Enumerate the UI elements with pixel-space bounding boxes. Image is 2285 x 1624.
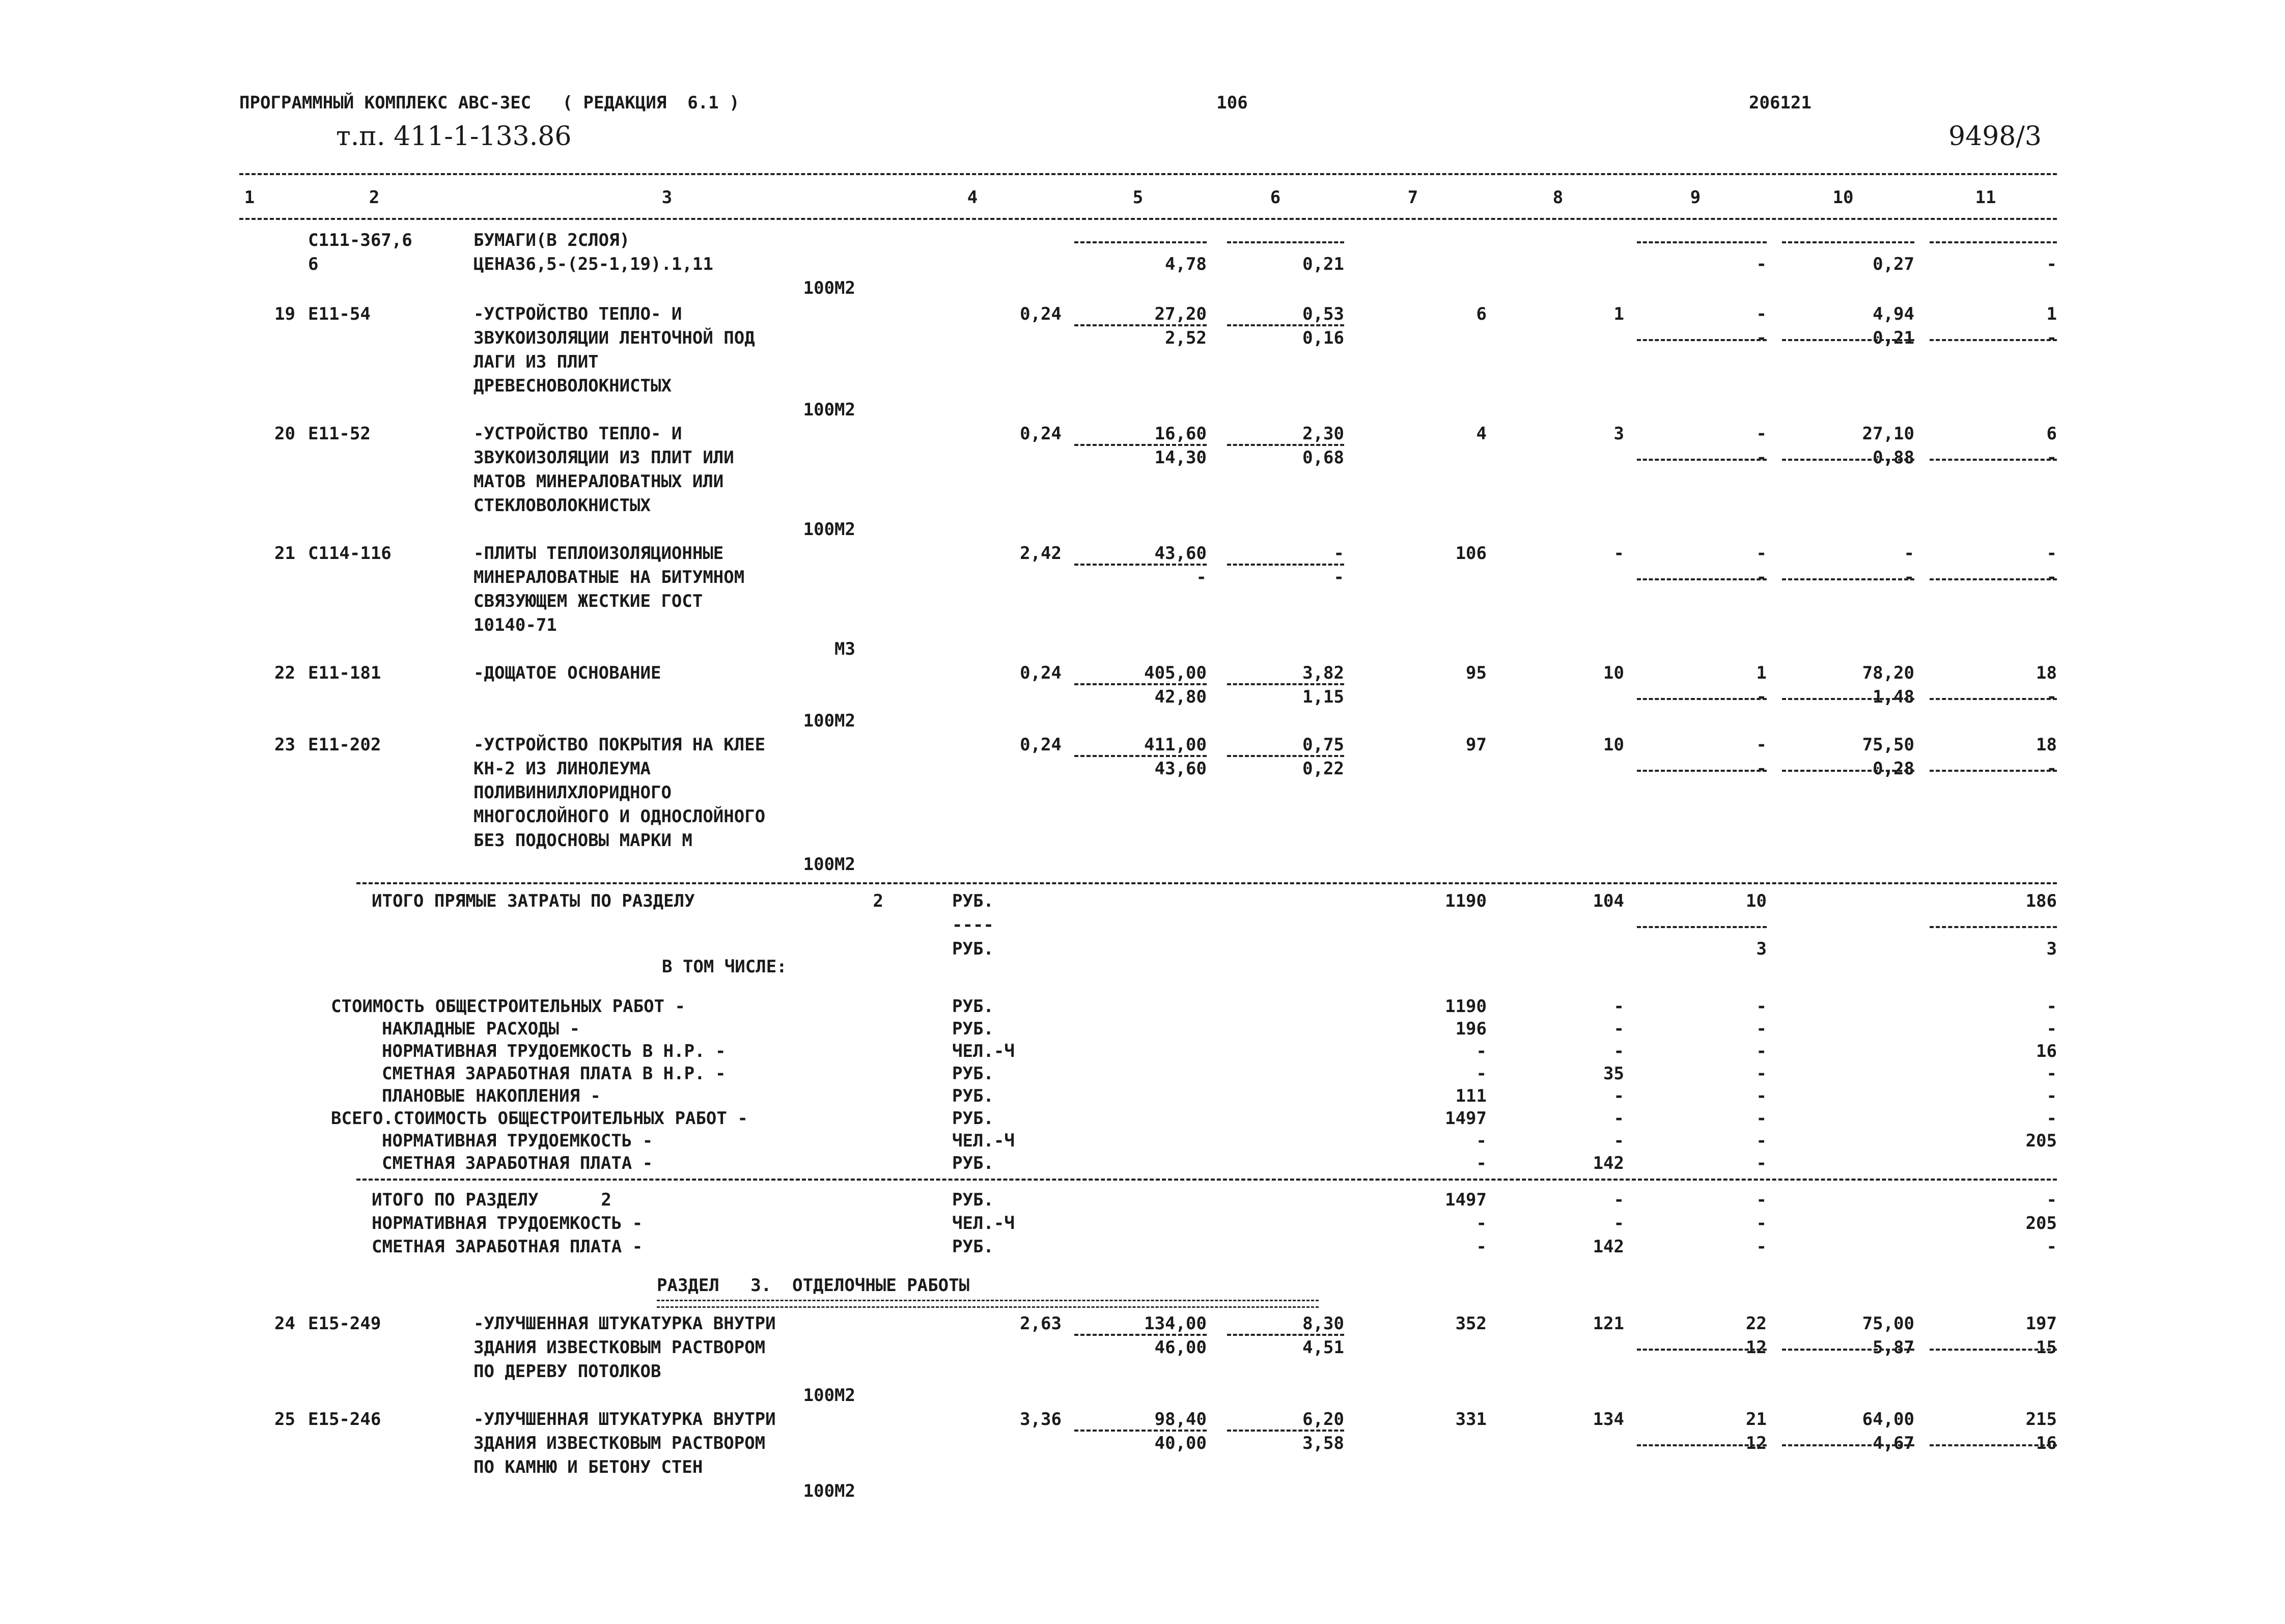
estimate-row-c6: - (1333, 567, 1344, 587)
estimate-row-c11: - (2046, 447, 2057, 468)
quantity: 0,24 (1020, 735, 1062, 755)
estimate-row-c10: 64,00 (1862, 1409, 1914, 1430)
estimate-row-c11: - (2046, 759, 2057, 779)
machine-labor: 0,21 (1302, 254, 1344, 274)
estimate-row-c6: 0,53 (1302, 304, 1344, 324)
dashed-rule (1074, 324, 1207, 326)
column-header: 1 (244, 187, 255, 208)
dashed-rule (1227, 241, 1344, 243)
dashed-rule (1782, 339, 1914, 341)
direct-cost-machine: 104 (1593, 891, 1624, 911)
item-description: ЗДАНИЯ ИЗВЕСТКОВЫМ РАСТВОРОМ (473, 1433, 766, 1453)
section-total-unit: РУБ. (952, 1190, 994, 1210)
estimate-row-c11: - (2046, 543, 2057, 564)
estimate-row-c9: - (1756, 687, 1767, 707)
header-bottom-rule (239, 218, 2057, 220)
estimate-row-c10: 4,94 (1873, 304, 1914, 324)
estimate-row-c8: 3 (1613, 424, 1624, 444)
estimate-row-c10: 0,21 (1873, 328, 1914, 348)
item-description: -УСТРОЙСТВО ТЕПЛО- И (473, 304, 682, 324)
dashed-rule (1227, 564, 1344, 566)
breakdown-label: ПЛАНОВЫЕ НАКОПЛЕНИЯ - (382, 1086, 601, 1106)
estimate-row-c9: 12 (1746, 1433, 1767, 1453)
dashed-rule (1074, 755, 1207, 757)
item-description: БЕЗ ПОДОСНОВЫ МАРКИ М (473, 830, 692, 851)
breakdown-total: 111 (1455, 1086, 1487, 1106)
estimate-row-c11: - (2046, 328, 2057, 348)
breakdown-label: ВСЕГО.СТОИМОСТЬ ОБЩЕСТРОИТЕЛЬНЫХ РАБОТ - (331, 1108, 748, 1129)
estimate-row-c6: - (1333, 543, 1344, 564)
dashed-rule (1074, 241, 1207, 243)
breakdown-labor: - (1756, 1153, 1767, 1173)
dashed-rule (1782, 1349, 1914, 1351)
unit-of-measure: 100М2 (803, 519, 855, 540)
including-label: В ТОМ ЧИСЛЕ: (662, 957, 787, 977)
dashed-rule (1074, 1334, 1207, 1336)
estimate-row-c9: 12 (1746, 1337, 1767, 1358)
currency-unit: РУБ. (952, 939, 994, 959)
estimate-row-c11: 197 (2025, 1313, 2057, 1334)
dashed-rule (1930, 698, 2057, 700)
dashed-rule (1637, 698, 1767, 700)
estimate-row-c8: 1 (1613, 304, 1624, 324)
estimate-row-c7: 95 (1466, 663, 1487, 683)
dashed-rule (1227, 444, 1344, 446)
breakdown-labor: - (1756, 1063, 1767, 1084)
estimate-row-c6: 8,30 (1302, 1313, 1344, 1334)
item-description: КН-2 ИЗ ЛИНОЛЕУМА (473, 759, 651, 779)
section-total-total-labor: 205 (2025, 1213, 2057, 1234)
item-description: -УЛУЧШЕННАЯ ШТУКАТУРКА ВНУТРИ (473, 1313, 776, 1334)
section-total-value: 1497 (1445, 1190, 1487, 1210)
estimate-row-c9: 21 (1746, 1409, 1767, 1430)
section-total-unit: РУБ. (952, 1237, 994, 1257)
estimate-row-c10: - (1904, 543, 1914, 564)
dashed-rule (1782, 698, 1914, 700)
estimate-row-c9: - (1756, 543, 1767, 564)
item-description: МАТОВ МИНЕРАЛОВАТНЫХ ИЛИ (473, 471, 724, 492)
section-number: 2 (873, 891, 883, 911)
sheet-number: 9498/3 (1948, 121, 2042, 152)
item-description: -УЛУЧШЕННАЯ ШТУКАТУРКА ВНУТРИ (473, 1409, 776, 1430)
estimate-row-c10: 0,28 (1873, 759, 1914, 779)
breakdown-total: - (1476, 1131, 1487, 1151)
item-description: -ПЛИТЫ ТЕПЛОИЗОЛЯЦИОННЫЕ (473, 543, 724, 564)
breakdown-labor: - (1756, 1019, 1767, 1039)
section-title: РАЗДЕЛ 3. ОТДЕЛОЧНЫЕ РАБОТЫ (657, 1275, 970, 1296)
unit-of-measure: М3 (834, 639, 855, 659)
estimate-row-c6: 6,20 (1302, 1409, 1344, 1430)
estimate-row-c11: 18 (2036, 735, 2057, 755)
direct-cost-total-labor: 3 (2046, 939, 2057, 959)
estimate-row-c9: 22 (1746, 1313, 1767, 1334)
section-total-machine: - (1613, 1190, 1624, 1210)
dashed-rule (1074, 683, 1207, 685)
estimate-row-c11: 215 (2025, 1409, 2057, 1430)
quantity: 3,36 (1020, 1409, 1062, 1430)
breakdown-total-labor: - (2046, 1108, 2057, 1129)
item-description: СТЕКЛОВОЛОКНИСТЫХ (473, 495, 651, 516)
item-code: Е15-246 (308, 1409, 381, 1430)
estimate-row-c8: 10 (1603, 735, 1624, 755)
estimate-row-c6: 4,51 (1302, 1337, 1344, 1358)
estimate-row-c8: 134 (1593, 1409, 1624, 1430)
section-title-underline (657, 1300, 1319, 1308)
dashed-rule (1227, 324, 1344, 326)
estimate-row-c9: - (1756, 759, 1767, 779)
breakdown-label: НОРМАТИВНАЯ ТРУДОЕМКОСТЬ - (382, 1131, 653, 1151)
total-labor: - (1756, 254, 1767, 274)
section-total-machine: 142 (1593, 1237, 1624, 1257)
quantity: 0,24 (1020, 663, 1062, 683)
estimate-row-c9: 1 (1756, 663, 1767, 683)
breakdown-machine: 35 (1603, 1063, 1624, 1084)
estimate-row-c11: 6 (2046, 424, 2057, 444)
unit-of-measure: 100М2 (803, 1385, 855, 1406)
estimate-row-c11: - (2046, 567, 2057, 587)
section-total-label: СМЕТНАЯ ЗАРАБОТНАЯ ПЛАТА - (372, 1237, 643, 1257)
estimate-row-c7: 6 (1476, 304, 1487, 324)
breakdown-total: - (1476, 1041, 1487, 1061)
dashed-rule (1930, 241, 2057, 243)
estimate-row-c9: - (1756, 304, 1767, 324)
breakdown-unit: РУБ. (952, 1086, 994, 1106)
quantity: 2,63 (1020, 1313, 1062, 1334)
dashed-rule (1782, 578, 1914, 580)
breakdown-total: 1190 (1445, 996, 1487, 1017)
section-total-label: НОРМАТИВНАЯ ТРУДОЕМКОСТЬ - (372, 1213, 643, 1234)
section-total-label: ИТОГО ПО РАЗДЕЛУ 2 (372, 1190, 611, 1210)
item-code: Е15-249 (308, 1313, 381, 1334)
breakdown-total: 1497 (1445, 1108, 1487, 1129)
item-number: 22 (274, 663, 295, 683)
section-total-labor: - (1756, 1190, 1767, 1210)
item-code: 6 (308, 254, 319, 274)
breakdown-labor: - (1756, 1041, 1767, 1061)
breakdown-total-labor: 205 (2025, 1131, 2057, 1151)
unit-of-measure: 100М2 (803, 400, 855, 420)
breakdown-machine: 142 (1593, 1153, 1624, 1173)
direct-cost-labor: 10 (1746, 891, 1767, 911)
section-total-machine: - (1613, 1213, 1624, 1234)
unit-separator: ---- (952, 915, 994, 935)
breakdown-machine: - (1613, 1041, 1624, 1061)
dashed-rule (1930, 459, 2057, 461)
dashed-rule (1227, 1430, 1344, 1432)
dashed-rule (1930, 339, 2057, 341)
section-total-labor: - (1756, 1213, 1767, 1234)
estimate-row-c11: 15 (2036, 1337, 2057, 1358)
unit-of-measure: 100М2 (803, 1481, 855, 1501)
price-labor: 4,78 (1165, 254, 1207, 274)
breakdown-unit: РУБ. (952, 1108, 994, 1129)
item-description: ЛАГИ ИЗ ПЛИТ (473, 352, 599, 372)
item-number: 23 (274, 735, 295, 755)
dashed-rule (1227, 755, 1344, 757)
estimate-row-c11: - (2046, 687, 2057, 707)
column-header: 9 (1690, 187, 1701, 208)
estimate-row-c5: 411,00 (1144, 735, 1207, 755)
section-total-total-labor: - (2046, 1237, 2057, 1257)
estimate-row-c10: 75,00 (1862, 1313, 1914, 1334)
estimate-row-c8: 10 (1603, 663, 1624, 683)
item-description: МНОГОСЛОЙНОГО И ОДНОСЛОЙНОГО (473, 806, 766, 827)
column-header: 5 (1132, 187, 1144, 208)
estimate-row-c5: 405,00 (1144, 663, 1207, 683)
item-code: С111-367,6 (308, 230, 412, 250)
estimate-row-c10: 78,20 (1862, 663, 1914, 683)
section-total-value: - (1476, 1213, 1487, 1234)
breakdown-total: - (1476, 1153, 1487, 1173)
estimate-row-c6: 1,15 (1302, 687, 1344, 707)
unit-of-measure: 100М2 (803, 278, 855, 298)
estimate-row-c6: 3,58 (1302, 1433, 1344, 1453)
estimate-row-c9: - (1756, 328, 1767, 348)
estimate-row-c9: - (1756, 735, 1767, 755)
breakdown-labor: - (1756, 1131, 1767, 1151)
item-number: 19 (274, 304, 295, 324)
direct-costs-label: ИТОГО ПРЯМЫЕ ЗАТРАТЫ ПО РАЗДЕЛУ (372, 891, 695, 911)
estimate-row-c5: 42,80 (1154, 687, 1207, 707)
estimate-row-c6: 0,16 (1302, 328, 1344, 348)
breakdown-total: - (1476, 1063, 1487, 1084)
item-description: ЗВУКОИЗОЛЯЦИИ ЛЕНТОЧНОЙ ПОД (473, 328, 755, 348)
breakdown-unit: РУБ. (952, 1019, 994, 1039)
estimate-row-c10: 0,88 (1873, 447, 1914, 468)
item-description: ПО ДЕРЕВУ ПОТОЛКОВ (473, 1361, 661, 1382)
item-description: 10140-71 (473, 615, 557, 635)
estimate-row-c9: - (1756, 424, 1767, 444)
estimate-row-c5: 134,00 (1144, 1313, 1207, 1334)
dashed-rule (1782, 459, 1914, 461)
estimate-row-c10: 75,50 (1862, 735, 1914, 755)
item-code: С114-116 (308, 543, 392, 564)
quantity: 2,42 (1020, 543, 1062, 564)
total-labor-cost: - (2046, 254, 2057, 274)
estimate-row-c11: 16 (2036, 1433, 2057, 1453)
estimate-row-c11: 1 (2046, 304, 2057, 324)
estimate-row-c11: 18 (2036, 663, 2057, 683)
estimate-row-c10: 27,10 (1862, 424, 1914, 444)
total-machine-labor: 0,27 (1873, 254, 1914, 274)
estimate-row-c6: 2,30 (1302, 424, 1344, 444)
item-description: ПОЛИВИНИЛХЛОРИДНОГО (473, 782, 672, 803)
dashed-rule (1930, 1444, 2057, 1446)
estimate-row-c6: 3,82 (1302, 663, 1344, 683)
breakdown-total-labor: - (2046, 1086, 2057, 1106)
item-description: -ДОЩАТОЕ ОСНОВАНИЕ (473, 663, 661, 683)
item-code: Е11-181 (308, 663, 381, 683)
item-number: 21 (274, 543, 295, 564)
estimate-row-c5: 14,30 (1154, 447, 1207, 468)
breakdown-total-labor: - (2046, 996, 2057, 1017)
unit-of-measure: 100М2 (803, 711, 855, 731)
dashed-rule (1074, 1430, 1207, 1432)
estimate-row-c6: 0,75 (1302, 735, 1344, 755)
breakdown-label: СТОИМОСТЬ ОБЩЕСТРОИТЕЛЬНЫХ РАБОТ - (331, 996, 685, 1017)
item-description: ПО КАМНЮ И БЕТОНУ СТЕН (473, 1457, 703, 1477)
column-header: 10 (1832, 187, 1854, 208)
dashed-rule (1637, 578, 1767, 580)
dashed-rule (1074, 564, 1207, 566)
breakdown-machine: - (1613, 1019, 1624, 1039)
section-total-total-labor: - (2046, 1190, 2057, 1210)
item-code: Е11-202 (308, 735, 381, 755)
dashed-rule (1930, 578, 2057, 580)
breakdown-unit: ЧЕЛ.-Ч (952, 1041, 1015, 1061)
item-number: 24 (274, 1313, 295, 1334)
breakdown-unit: РУБ. (952, 996, 994, 1017)
dashed-rule (1782, 770, 1914, 772)
item-description: ДРЕВЕСНОВОЛОКНИСТЫХ (473, 376, 672, 396)
column-header: 11 (1975, 187, 1996, 208)
estimate-row-c9: - (1756, 447, 1767, 468)
estimate-row-c5: 46,00 (1154, 1337, 1207, 1358)
estimate-row-c5: - (1196, 567, 1207, 587)
dashed-rule (1637, 926, 1767, 928)
column-header: 8 (1552, 187, 1564, 208)
item-number: 20 (274, 424, 295, 444)
quantity: 0,24 (1020, 304, 1062, 324)
dashed-rule (1637, 339, 1767, 341)
item-code: Е11-54 (308, 304, 371, 324)
dashed-rule (1637, 241, 1767, 243)
estimate-row-c8: 121 (1593, 1313, 1624, 1334)
dashed-rule (1227, 683, 1344, 685)
document-code: 206121 (1749, 93, 1812, 113)
breakdown-labor: - (1756, 996, 1767, 1017)
section-total-labor: - (1756, 1237, 1767, 1257)
breakdown-label: СМЕТНАЯ ЗАРАБОТНАЯ ПЛАТА В Н.Р. - (382, 1063, 726, 1084)
breakdown-total-labor: 16 (2036, 1041, 2057, 1061)
breakdown-unit: РУБ. (952, 1153, 994, 1173)
breakdown-label: НАКЛАДНЫЕ РАСХОДЫ - (382, 1019, 580, 1039)
project-number: т.п. 411-1-133.86 (336, 121, 572, 152)
breakdown-label: НОРМАТИВНАЯ ТРУДОЕМКОСТЬ В Н.Р. - (382, 1041, 726, 1061)
column-header: 2 (369, 187, 380, 208)
estimate-row-c9: - (1756, 567, 1767, 587)
dashed-rule (1637, 1349, 1767, 1351)
direct-cost-total-labor: 186 (2025, 891, 2057, 911)
column-header: 4 (967, 187, 978, 208)
estimate-row-c7: 331 (1455, 1409, 1487, 1430)
breakdown-total: 196 (1455, 1019, 1487, 1039)
table-top-rule (239, 173, 2057, 175)
quantity: 0,24 (1020, 424, 1062, 444)
estimate-row-c10: 4,67 (1873, 1433, 1914, 1453)
item-description: -УСТРОЙСТВО ПОКРЫТИЯ НА КЛЕЕ (473, 735, 766, 755)
breakdown-unit: ЧЕЛ.-Ч (952, 1131, 1015, 1151)
estimate-row-c5: 98,40 (1154, 1409, 1207, 1430)
breakdown-total-labor: - (2046, 1063, 2057, 1084)
section-total-value: - (1476, 1237, 1487, 1257)
estimate-row-c5: 2,52 (1165, 328, 1207, 348)
dashed-rule (1930, 770, 2057, 772)
section-rule (356, 882, 2057, 884)
estimate-row-c5: 43,60 (1154, 543, 1207, 564)
breakdown-total-labor: - (2046, 1019, 2057, 1039)
direct-cost-labor: 3 (1756, 939, 1767, 959)
section-total-unit: ЧЕЛ.-Ч (952, 1213, 1015, 1234)
dashed-rule (1637, 459, 1767, 461)
item-description: ЗВУКОИЗОЛЯЦИИ ИЗ ПЛИТ ИЛИ (473, 447, 734, 468)
breakdown-unit: РУБ. (952, 1063, 994, 1084)
estimate-row-c10: 1,48 (1873, 687, 1914, 707)
estimate-row-c5: 27,20 (1154, 304, 1207, 324)
item-code: Е11-52 (308, 424, 371, 444)
item-description: ЦЕНА36,5-(25-1,19).1,11 (473, 254, 713, 274)
dashed-rule (1782, 1444, 1914, 1446)
program-header: ПРОГРАММНЫЙ КОМПЛЕКС АВС-ЗЕС ( РЕДАКЦИЯ 6.1 ) (239, 93, 740, 113)
breakdown-machine: - (1613, 1086, 1624, 1106)
column-header: 7 (1407, 187, 1418, 208)
estimate-row-c5: 40,00 (1154, 1433, 1207, 1453)
breakdown-machine: - (1613, 1108, 1624, 1129)
estimate-row-c5: 16,60 (1154, 424, 1207, 444)
page-number: 106 (1216, 93, 1248, 113)
dashed-rule (1930, 926, 2057, 928)
estimate-row-c8: - (1613, 543, 1624, 564)
breakdown-labor: - (1756, 1108, 1767, 1129)
item-description: -УСТРОЙСТВО ТЕПЛО- И (473, 424, 682, 444)
estimate-row-c7: 106 (1455, 543, 1487, 564)
estimate-row-c6: 0,68 (1302, 447, 1344, 468)
breakdown-machine: - (1613, 996, 1624, 1017)
breakdown-machine: - (1613, 1131, 1624, 1151)
item-number: 25 (274, 1409, 295, 1430)
dashed-rule (1637, 770, 1767, 772)
column-header: 3 (661, 187, 673, 208)
item-description: ЗДАНИЯ ИЗВЕСТКОВЫМ РАСТВОРОМ (473, 1337, 766, 1358)
item-description: МИНЕРАЛОВАТНЫЕ НА БИТУМНОМ (473, 567, 745, 587)
dashed-rule (1930, 1349, 2057, 1351)
item-description: СВЯЗУЮЩЕМ ЖЕСТКИЕ ГОСТ (473, 591, 703, 611)
dashed-rule (1637, 1444, 1767, 1446)
unit-of-measure: 100М2 (803, 854, 855, 875)
estimate-row-c5: 43,60 (1154, 759, 1207, 779)
breakdown-labor: - (1756, 1086, 1767, 1106)
estimate-row-c10: 5,87 (1873, 1337, 1914, 1358)
estimate-row-c7: 97 (1466, 735, 1487, 755)
currency-unit: РУБ. (952, 891, 994, 911)
estimate-row-c10: - (1904, 567, 1914, 587)
estimate-row-c7: 352 (1455, 1313, 1487, 1334)
estimate-row-c7: 4 (1476, 424, 1487, 444)
dashed-rule (1227, 1334, 1344, 1336)
section-rule (356, 1179, 2057, 1181)
direct-cost-total: 1190 (1445, 891, 1487, 911)
dashed-rule (1782, 241, 1914, 243)
column-header: 6 (1270, 187, 1281, 208)
estimate-row-c6: 0,22 (1302, 759, 1344, 779)
breakdown-label: СМЕТНАЯ ЗАРАБОТНАЯ ПЛАТА - (382, 1153, 653, 1173)
item-description: БУМАГИ(В 2СЛОЯ) (473, 230, 630, 250)
dashed-rule (1074, 444, 1207, 446)
